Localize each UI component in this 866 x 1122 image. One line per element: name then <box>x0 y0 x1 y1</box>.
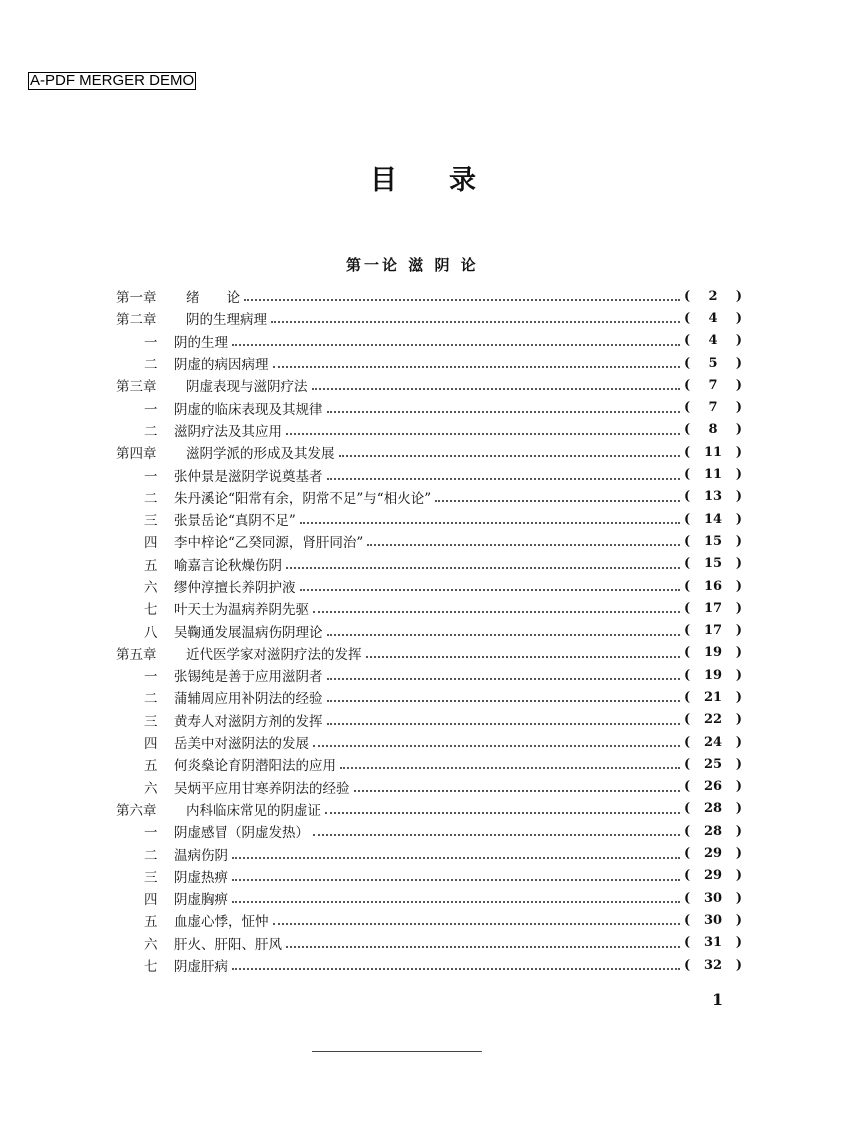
entry-number: 六 <box>144 780 158 797</box>
toc-section-entry <box>116 753 742 775</box>
toc-section-entry <box>116 865 742 887</box>
entry-number: 一 <box>144 669 158 686</box>
entry-number: 一 <box>144 825 158 842</box>
entry-title: 阴虚胸痹 <box>174 892 228 909</box>
entry-title: 滋阴疗法及其应用 <box>174 423 282 440</box>
entry-page: ( 30 ) <box>684 890 742 906</box>
leader-dots <box>232 336 680 346</box>
entry-page: ( 28 ) <box>684 823 742 839</box>
toc-section-entry <box>116 776 742 798</box>
entry-title: 阴的生理病理 <box>186 312 267 329</box>
leader-dots <box>366 648 681 658</box>
entry-title: 蒲辅周应用补阴法的经验 <box>174 691 323 708</box>
entry-number: 三 <box>144 713 158 730</box>
entry-number: 第五章 <box>116 646 157 663</box>
entry-number: 六 <box>144 580 158 596</box>
leader-dots <box>286 559 680 569</box>
entry-page: ( 29 ) <box>684 846 742 862</box>
entry-page: ( 4 ) <box>684 333 742 349</box>
leader-dots <box>232 960 680 970</box>
leader-dots <box>286 938 680 948</box>
toc-section-entry <box>116 463 742 485</box>
toc-section-entry <box>116 396 742 418</box>
entry-number: 第三章 <box>116 379 157 396</box>
watermark-label: A-PDF MERGER DEMO <box>30 72 195 89</box>
entry-number: 一 <box>144 468 158 485</box>
leader-dots <box>435 492 680 502</box>
leader-dots <box>340 759 680 769</box>
leader-dots <box>273 915 681 925</box>
entry-number: 一 <box>144 401 158 418</box>
entry-number: 二 <box>144 423 158 440</box>
toc-chapter-entry <box>116 285 742 307</box>
entry-page: ( 8 ) <box>684 422 742 438</box>
entry-title: 何炎燊论育阴潜阳法的应用 <box>174 758 336 775</box>
toc-section-entry <box>116 486 742 508</box>
leader-dots <box>327 692 681 702</box>
entry-page: ( 29 ) <box>684 868 742 884</box>
toc-section-entry <box>116 709 742 731</box>
toc-section-entry <box>116 909 742 931</box>
leader-dots <box>271 313 680 323</box>
entry-page: ( 32 ) <box>684 957 742 973</box>
entry-title: 绪 论 <box>186 290 240 307</box>
toc-section-entry <box>116 842 742 864</box>
entry-page: ( 11 ) <box>684 444 742 460</box>
leader-dots <box>244 291 680 301</box>
entry-number: 五 <box>144 758 158 775</box>
table-of-contents <box>116 285 742 976</box>
entry-number: 四 <box>144 736 158 753</box>
entry-number: 三 <box>144 869 158 886</box>
leader-dots <box>327 715 681 725</box>
entry-page: ( 5 ) <box>684 355 742 371</box>
leader-dots <box>312 380 681 390</box>
entry-page: ( 28 ) <box>684 801 742 817</box>
entry-page: ( 24 ) <box>684 734 742 750</box>
toc-chapter-entry <box>116 798 742 820</box>
entry-number: 七 <box>144 959 158 976</box>
leader-dots <box>327 403 681 413</box>
entry-page: ( 19 ) <box>684 667 742 683</box>
entry-page: ( 2 ) <box>684 288 742 304</box>
leader-dots <box>325 804 680 814</box>
leader-dots <box>327 626 681 636</box>
entry-title: 阴虚的病因病理 <box>174 357 269 374</box>
entry-number: 四 <box>144 535 158 552</box>
entry-title: 阴虚感冒（阴虚发热） <box>174 825 309 842</box>
entry-page: ( 4 ) <box>684 310 742 326</box>
toc-section-entry <box>116 932 742 954</box>
entry-page: ( 26 ) <box>684 779 742 795</box>
toc-section-entry <box>116 887 742 909</box>
entry-page: ( 7 ) <box>684 377 742 393</box>
entry-title: 黄寿人对滋阴方剂的发挥 <box>174 713 323 730</box>
entry-number: 五 <box>144 914 158 931</box>
toc-section-entry <box>116 664 742 686</box>
entry-title: 肝火、肝阳、肝风 <box>174 936 282 953</box>
toc-section-entry <box>116 954 742 976</box>
entry-number: 三 <box>144 513 158 530</box>
leader-dots <box>232 893 680 903</box>
entry-page: ( 30 ) <box>684 912 742 928</box>
entry-title: 温病伤阴 <box>174 847 228 864</box>
toc-chapter-entry <box>116 374 742 396</box>
toc-section-entry <box>116 553 742 575</box>
entry-title: 缪仲淳擅长养阴护液 <box>174 580 296 596</box>
entry-title: 喻嘉言论秋燥伤阴 <box>174 557 282 574</box>
toc-section-entry <box>116 508 742 530</box>
entry-number: 二 <box>144 357 158 374</box>
leader-dots <box>232 871 680 881</box>
entry-page: ( 22 ) <box>684 712 742 728</box>
entry-page: ( 31 ) <box>684 935 742 951</box>
leader-dots <box>232 849 680 859</box>
toc-section-entry <box>116 686 742 708</box>
entry-page: ( 7 ) <box>684 400 742 416</box>
part-title: 第一论 滋 阴 论 <box>346 256 479 274</box>
leader-dots <box>327 670 681 680</box>
entry-number: 八 <box>144 624 158 641</box>
entry-page: ( 13 ) <box>684 489 742 505</box>
entry-page: ( 14 ) <box>684 511 742 527</box>
toc-chapter-entry <box>116 642 742 664</box>
entry-number: 七 <box>144 602 158 619</box>
toc-section-entry <box>116 575 742 597</box>
leader-dots <box>286 425 680 435</box>
entry-number: 第六章 <box>116 802 157 819</box>
entry-page: ( 17 ) <box>684 623 742 639</box>
toc-section-entry <box>116 530 742 552</box>
entry-page: ( 16 ) <box>684 578 742 594</box>
entry-page: ( 25 ) <box>684 756 742 772</box>
footer-rule <box>312 1051 482 1052</box>
toc-section-entry <box>116 330 742 352</box>
entry-title: 吴炳平应用甘寒养阴法的经验 <box>174 780 350 797</box>
entry-title: 阴虚肝病 <box>174 959 228 976</box>
leader-dots <box>313 603 680 613</box>
entry-number: 二 <box>144 847 158 864</box>
entry-title: 阴虚的临床表现及其规律 <box>174 401 323 418</box>
leader-dots <box>327 470 681 480</box>
entry-title: 张景岳论“真阴不足” <box>174 513 296 530</box>
toc-section-entry <box>116 619 742 641</box>
entry-page: ( 17 ) <box>684 600 742 616</box>
entry-title: 朱丹溪论“阳常有余，阴常不足”与“相火论” <box>174 490 432 507</box>
entry-title: 血虚心悸，怔忡 <box>174 914 269 931</box>
entry-number: 六 <box>144 936 158 953</box>
entry-page: ( 11 ) <box>684 467 742 483</box>
leader-dots <box>300 514 680 524</box>
entry-page: ( 15 ) <box>684 556 742 572</box>
leader-dots <box>273 358 681 368</box>
entry-title: 李中梓论“乙癸同源，肾肝同治” <box>174 535 364 552</box>
entry-title: 近代医学家对滋阴疗法的发挥 <box>186 646 362 663</box>
entry-title: 张锡纯是善于应用滋阴者 <box>174 669 323 686</box>
toc-section-entry <box>116 820 742 842</box>
entry-page: ( 21 ) <box>684 689 742 705</box>
leader-dots <box>367 536 680 546</box>
leader-dots <box>300 581 681 591</box>
entry-number: 四 <box>144 892 158 909</box>
entry-page: ( 19 ) <box>684 645 742 661</box>
entry-title: 阴虚表现与滋阴疗法 <box>186 379 308 396</box>
entry-title: 阴的生理 <box>174 334 228 351</box>
entry-title: 张仲景是滋阴学说奠基者 <box>174 468 323 485</box>
entry-number: 二 <box>144 691 158 708</box>
entry-number: 第二章 <box>116 312 157 329</box>
leader-dots <box>313 826 680 836</box>
page-number: 1 <box>712 990 724 1009</box>
entry-title: 阴虚热痹 <box>174 869 228 886</box>
toc-section-entry <box>116 731 742 753</box>
entry-title: 吴鞠通发展温病伤阴理论 <box>174 624 323 641</box>
leader-dots <box>339 447 681 457</box>
entry-title: 岳美中对滋阴法的发展 <box>174 736 309 753</box>
entry-page: ( 15 ) <box>684 533 742 549</box>
entry-title: 内科临床常见的阴虚证 <box>186 802 321 819</box>
toc-section-entry <box>116 419 742 441</box>
leader-dots <box>313 737 680 747</box>
entry-number: 五 <box>144 557 158 574</box>
toc-chapter-entry <box>116 441 742 463</box>
entry-title: 叶天士为温病养阴先驱 <box>174 602 309 619</box>
entry-number: 第一章 <box>116 290 157 307</box>
entry-number: 一 <box>144 334 158 351</box>
leader-dots <box>354 782 681 792</box>
entry-title: 滋阴学派的形成及其发展 <box>186 446 335 463</box>
entry-number: 第四章 <box>116 446 157 463</box>
toc-section-entry <box>116 597 742 619</box>
toc-chapter-entry <box>116 307 742 329</box>
toc-section-entry <box>116 352 742 374</box>
page-title: 目录 <box>370 165 528 196</box>
entry-number: 二 <box>144 490 158 507</box>
